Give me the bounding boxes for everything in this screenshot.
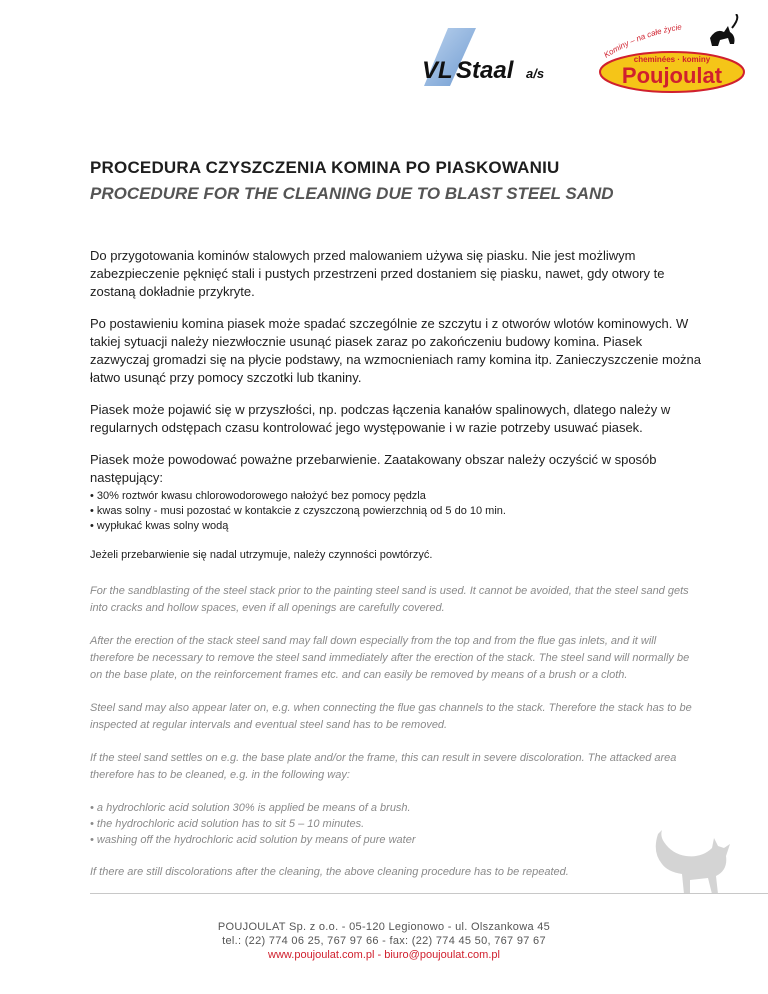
footer-divider	[90, 893, 768, 894]
svg-text:VL: VL	[422, 57, 453, 84]
paragraph-en-4: If the steel sand settles on e.g. the base plate and/or the frame, this can result in severe discoloration. The attacked area therefore has to be cleaned, e.g. in the following way:	[90, 752, 677, 781]
list-item: • 30% roztwór kwasu chlorowodorowego nałożyć bez pomocy pędzla	[90, 489, 702, 504]
list-item: • the hydrochloric acid solution has to sit 5 – 10 minutes.	[90, 816, 702, 832]
list-item: • kwas solny - musi pozostać w kontakcie z czyszczoną powierzchnią od 5 do 10 min.	[90, 504, 702, 519]
title-polish: PROCEDURA CZYSZCZENIA KOMINA PO PIASKOWANIU	[90, 158, 560, 177]
cleaning-steps-pl	[90, 489, 702, 534]
vl-staal-logo	[418, 28, 566, 88]
svg-text:Poujoulat: Poujoulat	[621, 63, 723, 88]
title-block	[90, 158, 690, 204]
footer-contact-link[interactable]: www.poujoulat.com.pl - biuro@poujoulat.com.pl	[268, 949, 500, 961]
footer	[0, 920, 768, 962]
cat-silhouette-icon	[650, 828, 734, 894]
list-item: • a hydrochloric acid solution 30% is applied be means of a brush.	[90, 800, 702, 816]
paragraph-en-1: For the sandblasting of the steel stack prior to the painting steel sand is used. It cannot be avoided, that the steel sand gets into cracks and hollow spaces, even if all openings are carefully covered.	[90, 585, 689, 614]
svg-text:Staal: Staal	[456, 57, 514, 84]
paragraph-en-2: After the erection of the stack steel sand may fall down especially from the top and from the flue gas inlets, and it will therefore be necessary to remove the steel sand immediately after the erection of the stack. The steel sand will normally be on the base plate, on the reinforcement frames etc. and can easily be removed by means of a brush or a cloth.	[90, 635, 690, 681]
paragraph-pl-3: Piasek może pojawić się w przyszłości, np. podczas łączenia kanałów spalinowych, dlatego należy w regularnych odstępach czasu kontrolować jego występowanie i w razie potrzeby usuwać piasek.	[90, 402, 671, 435]
poujoulat-logo	[592, 14, 750, 94]
paragraph-pl-5: Jeżeli przebarwienie się nadal utrzymuje, należy czynności powtórzyć.	[90, 549, 433, 561]
paragraph-pl-2: Po postawieniu komina piasek może spadać szczególnie ze szczytu i z otworów wlotów kominowych. W takiej sytuacji należy niezwłocznie usunąć piasek zaraz po zakończeniu budowy komina. Piasek zazwyczaj gromadzi się na płycie podstawy, na wzmocnieniach ramy komina itp. Zanieczyszczenie można łatwo usunąć przy pomocy szczotki lub tkaniny.	[90, 316, 702, 385]
svg-text:cheminées · kominy: cheminées · kominy	[633, 55, 711, 64]
paragraph-pl-4: Piasek może powodować poważne przebarwienie. Zaatakowany obszar należy oczyścić w sposób następujący:	[90, 452, 657, 485]
footer-address: POUJOULAT Sp. z o.o. - 05-120 Legionowo - ul. Olszankowa 45	[217, 921, 551, 933]
title-english: PROCEDURE FOR THE CLEANING DUE TO BLAST STEEL SAND	[90, 184, 614, 203]
paragraph-en-3: Steel sand may also appear later on, e.g. when connecting the flue gas channels to the stack. Therefore the stack has to be inspected at regular intervals and eventual steel sand has to be removed.	[90, 702, 692, 731]
list-item: • washing off the hydrochloric acid solution by means of pure water	[90, 832, 702, 848]
svg-text:a/s: a/s	[526, 66, 545, 81]
svg-text:Kominy – na całe życie: Kominy – na całe życie	[602, 22, 683, 60]
paragraph-pl-1: Do przygotowania kominów stalowych przed malowaniem używa się piasku. Nie jest możliwym zabezpieczenie pęknięć stali i pustych przestrzeni przed dostaniem się piasku, nawet, gdy otwory te zostaną dokładnie przykryte.	[90, 248, 665, 299]
footer-phones: tel.: (22) 774 06 25, 767 97 66 - fax: (22) 774 45 50, 767 97 67	[222, 935, 546, 947]
cleaning-steps-en	[90, 800, 702, 848]
paragraph-en-5: If there are still discolorations after the cleaning, the above cleaning procedure has to be repeated.	[90, 866, 569, 878]
list-item: • wypłukać kwas solny wodą	[90, 519, 702, 534]
document-body	[90, 247, 702, 897]
